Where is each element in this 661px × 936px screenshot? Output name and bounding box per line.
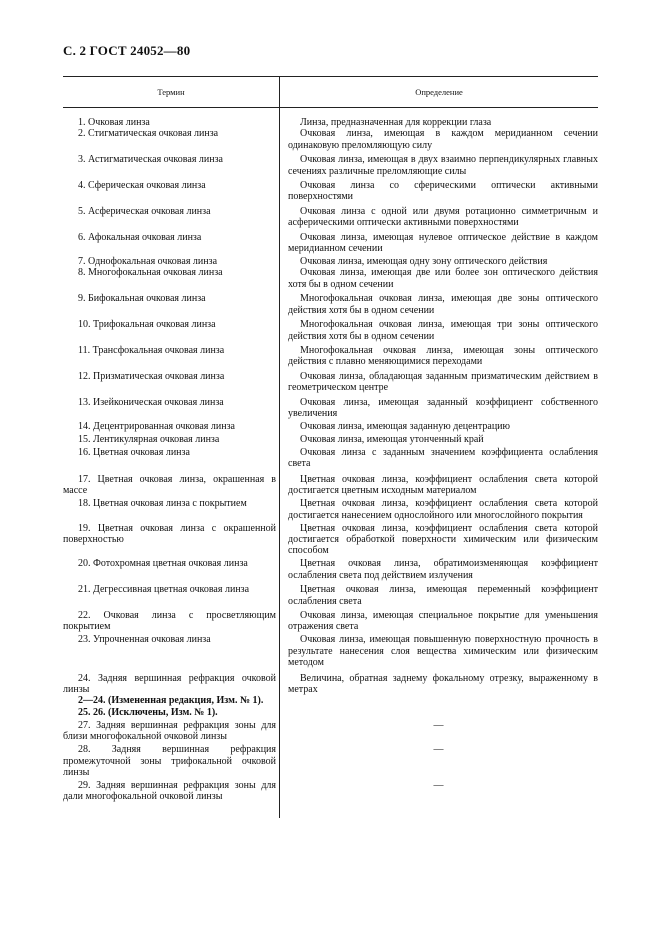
definition-cell: —: [433, 780, 444, 792]
table-row: [63, 498, 598, 521]
definition-cell: —: [433, 744, 444, 756]
term-cell: 16. Цветная очковая линза: [78, 446, 190, 458]
term-cell: 10. Трифокальная очковая линза: [78, 319, 216, 331]
table-row: [63, 673, 598, 696]
definition-cell: Очковая линза, имеющая заданный коэффициент собственного увеличения: [288, 396, 598, 419]
definition-cell: Цветная очковая линза, коэффициент ослабления света которой достигается цветным исходным материалом: [288, 473, 598, 497]
table-row: [63, 345, 598, 368]
term-cell: 8. Многофокальная очковая линза: [78, 267, 223, 279]
definition-cell: Очковая линза, имеющая специальное покрытие для уменьшения отражения света: [288, 610, 598, 633]
table-row: [63, 695, 598, 706]
table-row: [63, 117, 598, 128]
definition-cell: Многофокальная очковая линза, имеющая три зоны оптического действия хотя бы в одном сечении: [288, 319, 598, 342]
table-row: [63, 523, 598, 557]
table-row: [63, 744, 598, 778]
term-cell: 24. Задняя вершинная рефракция очковой линзы: [63, 672, 276, 696]
term-cell: 27. Задняя вершинная рефракция зоны для близи многофокальной очковой линзы: [63, 719, 276, 743]
term-cell: 3. Астигматическая очковая линза: [78, 154, 223, 166]
table-row: [63, 319, 598, 342]
term-cell: 20. Фотохромная цветная очковая линза: [78, 558, 248, 570]
definition-cell: Очковая линза с заданным значением коэффициента ослабления света: [288, 446, 598, 470]
table-row: [63, 206, 598, 229]
definition-cell: Цветная очковая линза, коэффициент ослабления света которой достигается обработкой поверхности химическим или физическим способом: [288, 522, 598, 557]
term-cell: 29. Задняя вершинная рефракция зоны для дали многофокальной очковой линзы: [63, 780, 276, 803]
term-cell: 17. Цветная очковая линза, окрашенная в массе: [63, 473, 276, 497]
term-cell: 5. Асферическая очковая линза: [78, 205, 211, 217]
table-row: [63, 154, 598, 177]
term-cell: 15. Лентикулярная очковая линза: [78, 433, 220, 445]
definition-cell: —: [433, 719, 444, 731]
table-row: [63, 293, 598, 316]
definition-cell: Цветная очковая линза, коэффициент ослабления света которой достигается нанесением однослойного или многослойного покрытия: [288, 498, 598, 521]
definition-cell: Очковая линза, имеющая две или более зон оптического действия хотя бы в одном сечении: [288, 267, 598, 290]
definition-cell: Очковая линза со сферическими оптически активными поверхностями: [288, 180, 598, 203]
term-cell: 11. Трансфокальная очковая линза: [78, 344, 225, 356]
table-row: [63, 434, 598, 445]
table-header: [63, 76, 598, 108]
term-cell: 4. Сферическая очковая линза: [78, 180, 206, 192]
table-row: [63, 558, 598, 581]
term-cell: 12. Призматическая очковая линза: [78, 370, 225, 382]
table-row: [63, 720, 598, 743]
table-row: [63, 707, 598, 718]
definition-cell: Очковая линза, имеющая заданную децентрацию: [300, 420, 510, 432]
table-row: [63, 128, 598, 151]
definition-cell: Линза, предназначенная для коррекции глаза: [300, 117, 492, 128]
definition-cell: Очковая линза, имеющая в двух взаимно перпендикулярных главных сечениях различные преломляющие силы: [288, 154, 598, 177]
term-cell: 2. Стигматическая очковая линза: [78, 128, 219, 140]
term-cell: 21. Дегрессивная цветная очковая линза: [78, 584, 250, 596]
definition-cell: Многофокальная очковая линза, имеющая две зоны оптического действия хотя бы в одном сечении: [288, 293, 598, 316]
table-row: [63, 256, 598, 267]
definition-cell: Величина, обратная заднему фокальному отрезку, выраженному в метрах: [288, 672, 598, 696]
table-row: [63, 584, 598, 607]
term-cell: 6. Афокальная очковая линза: [78, 231, 202, 243]
table-row: [63, 397, 598, 420]
table-row: [63, 232, 598, 255]
page-header: С. 2 ГОСТ 24052—80: [63, 43, 191, 58]
term-cell: 1. Очковая линза: [78, 117, 150, 128]
term-cell: 22. Очковая линза с просветляющим покрытием: [63, 610, 276, 633]
term-cell: 9. Бифокальная очковая линза: [78, 293, 206, 305]
column-header-term: Термин: [157, 87, 185, 97]
definition-cell: Многофокальная очковая линза, имеющая зоны оптического действия с плавно меняющимися переходами: [288, 344, 598, 368]
term-cell: 19. Цветная очковая линза с окрашенной поверхностью: [63, 522, 276, 545]
table-row: [63, 180, 598, 203]
term-cell: 13. Изейконическая очковая линза: [78, 396, 224, 408]
table-body: [63, 117, 598, 803]
table-row: [63, 371, 598, 394]
term-cell: 18. Цветная очковая линза с покрытием: [78, 498, 247, 510]
term-cell: 28. Задняя вершинная рефракция промежуточной зоны трифокальной очковой линзы: [63, 744, 276, 779]
revision-note: 2—24. (Измененная редакция, Изм. № 1).: [78, 695, 264, 707]
table-row: [63, 447, 598, 470]
definition-cell: Очковая линза, имеющая одну зону оптического действия: [300, 256, 548, 268]
definition-cell: Цветная очковая линза, имеющая переменный коэффициент ослабления света: [288, 584, 598, 607]
definition-cell: Очковая линза, имеющая в каждом меридианном сечении одинаковую преломляющую силу: [288, 128, 598, 151]
table-row: [63, 267, 598, 290]
term-cell: 14. Децентрированная очковая линза: [78, 420, 235, 432]
column-header-definition: Определение: [415, 87, 463, 97]
exclusion-note: 25. 26. (Исключены, Изм. № 1).: [78, 706, 218, 718]
definition-cell: Очковая линза с одной или двумя ротационно симметричным и асферическими оптически активными поверхностями: [288, 205, 598, 229]
definition-cell: Цветная очковая линза, обратимоизменяющая коэффициент ослабления света под действием излучения: [288, 558, 598, 581]
table-row: [63, 634, 598, 668]
definition-cell: Очковая линза, имеющая повышенную поверхностную прочность в результате нанесения слоя вещества химическим или физическим методом: [288, 634, 598, 669]
table-row: [63, 780, 598, 803]
table-row: [63, 474, 598, 497]
term-cell: 23. Упрочненная очковая линза: [78, 634, 211, 646]
term-cell: 7. Однофокальная очковая линза: [78, 256, 218, 268]
table-row: [63, 421, 598, 432]
table-row: [63, 610, 598, 633]
definition-cell: Очковая линза, имеющая утонченный край: [300, 433, 484, 445]
definition-cell: Очковая линза, обладающая заданным призматическим действием в геометрическом центре: [288, 370, 598, 394]
definition-cell: Очковая линза, имеющая нулевое оптическое действие в каждом меридианном сечении: [288, 231, 598, 255]
